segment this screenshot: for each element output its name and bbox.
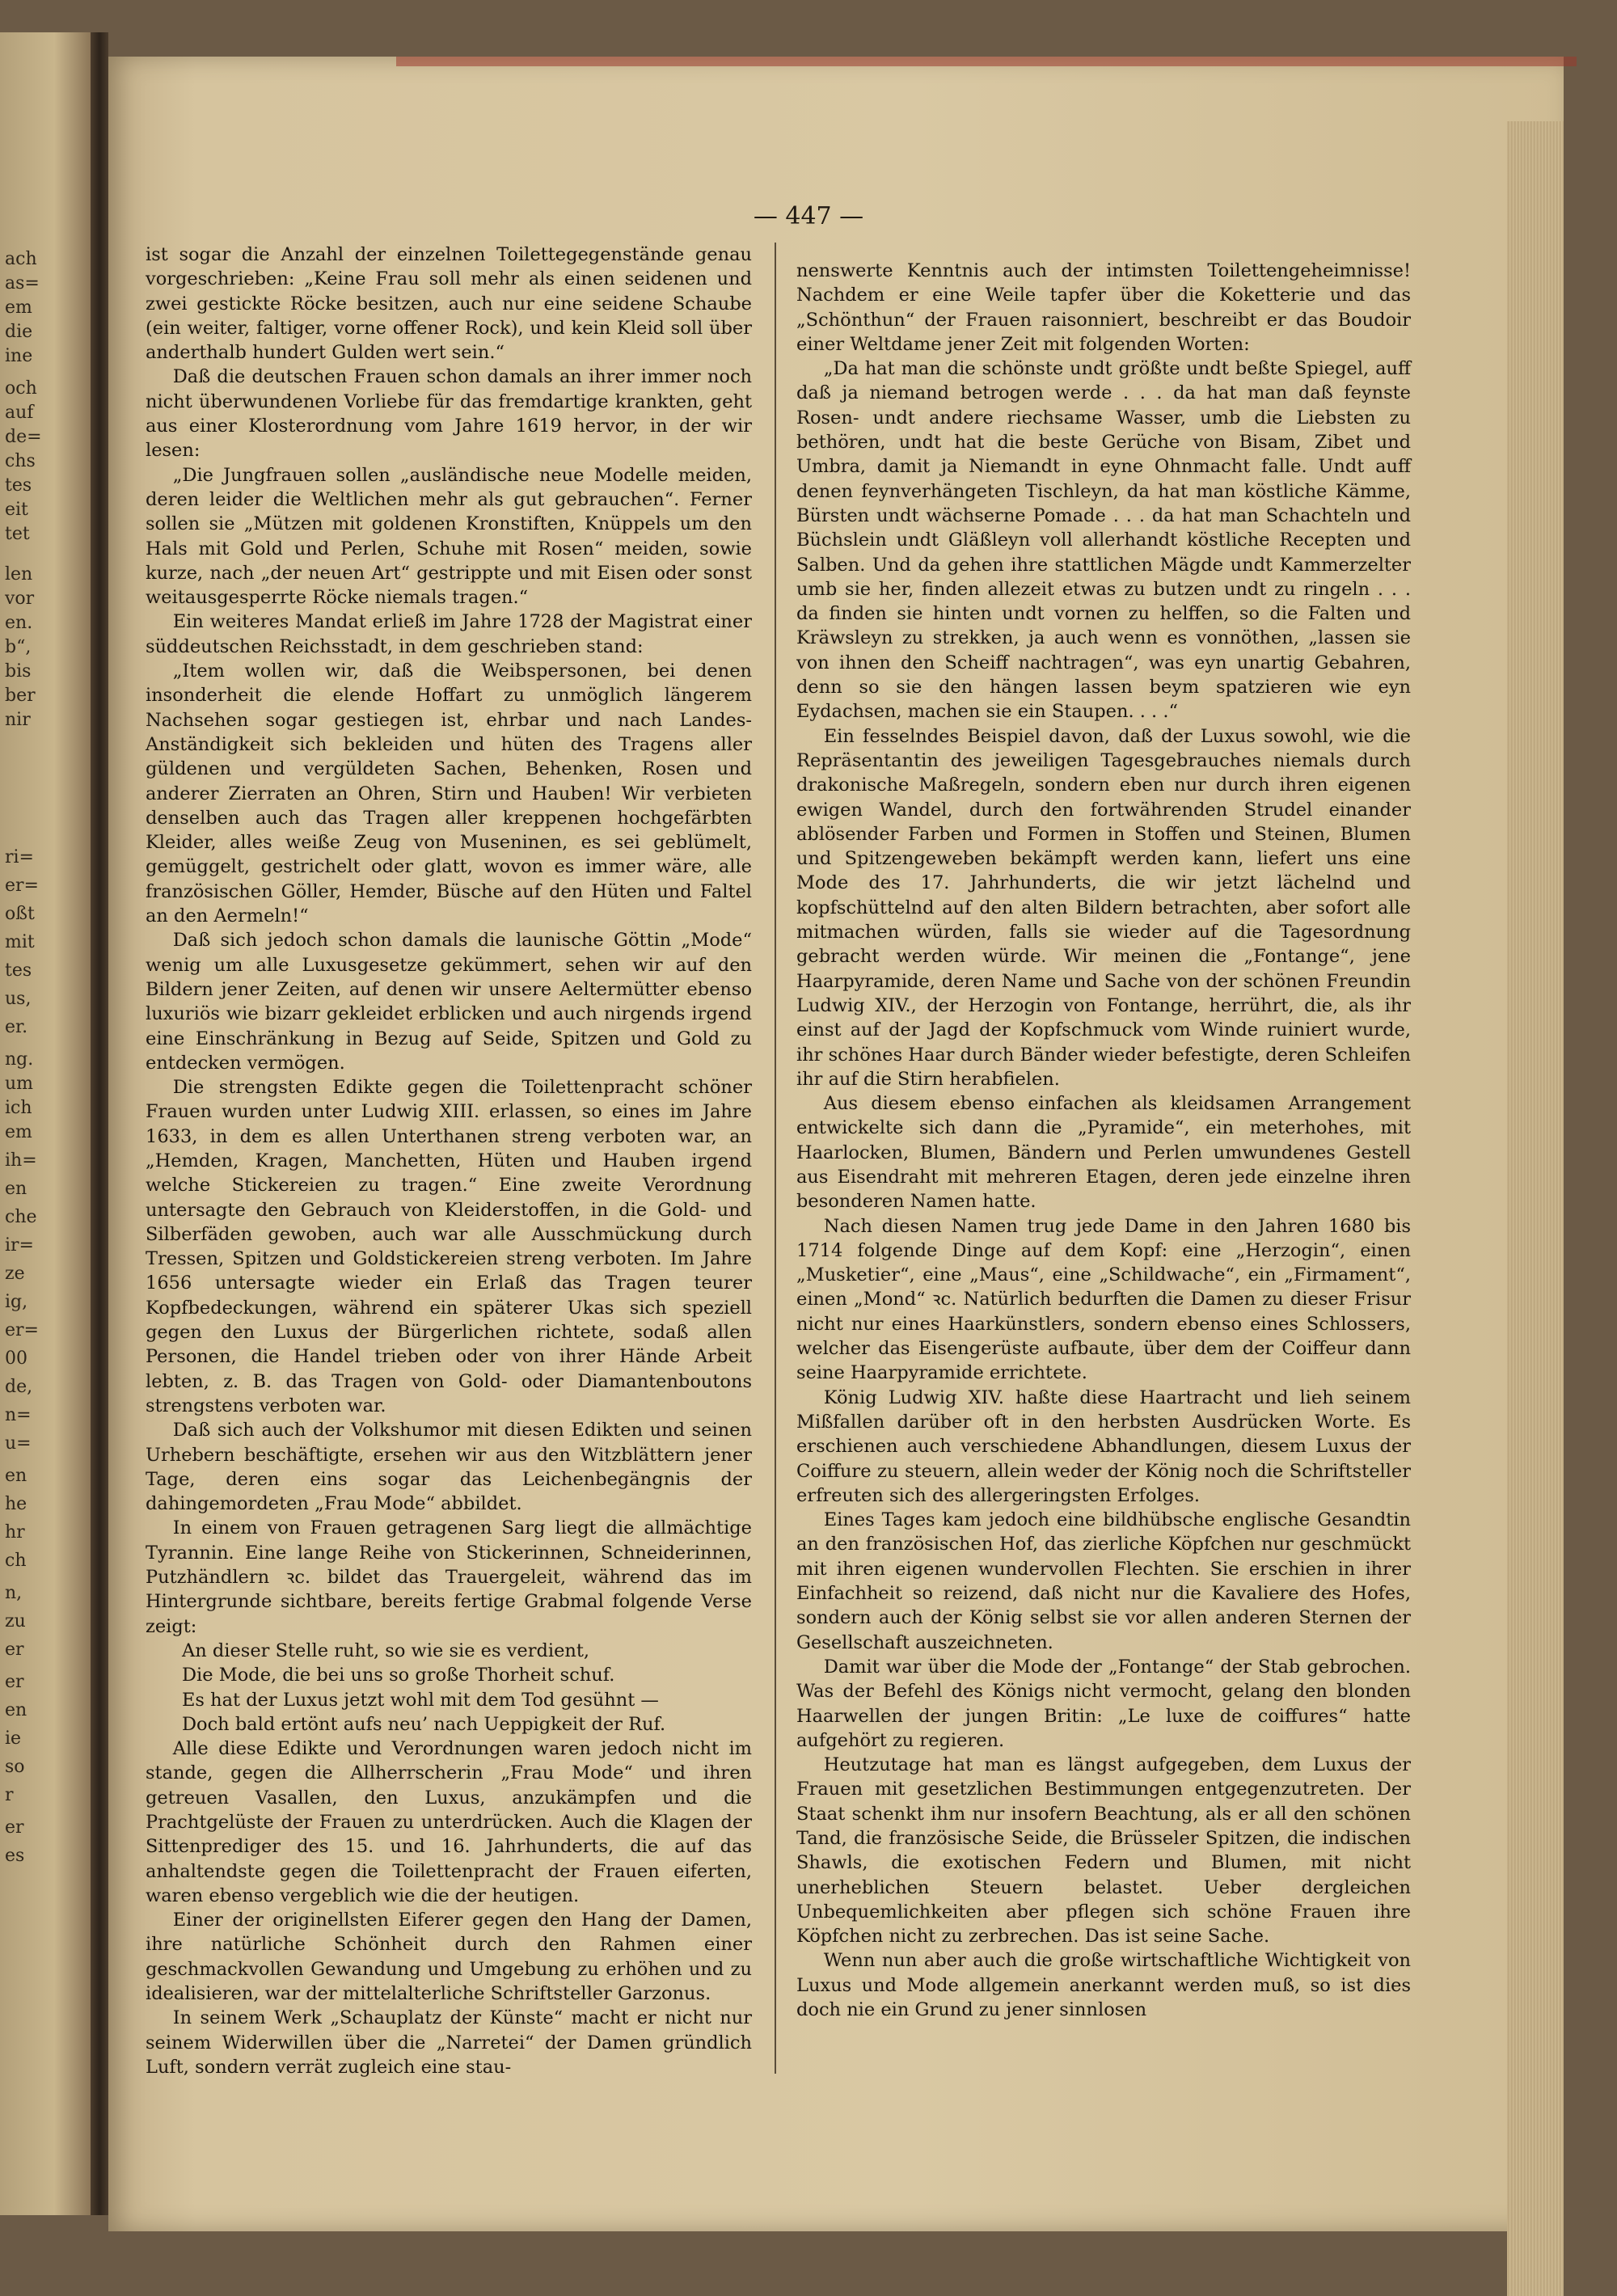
margin-fragment: ng. — [5, 1049, 34, 1070]
margin-fragment: um — [5, 1074, 34, 1094]
margin-fragment: auf — [5, 403, 34, 423]
margin-fragment: es — [5, 1846, 25, 1866]
right-text-column — [796, 259, 1411, 2022]
margin-fragment: 00 — [5, 1348, 27, 1369]
margin-fragment: em — [5, 1122, 32, 1142]
paragraph: In seinem Werk „Schauplatz der Künste“ macht er nicht nur seinem Widerwillen über die „Narretei“ der Damen gründlich Luft, sondern verrät zugleich eine stau- — [146, 2007, 752, 2078]
paragraph: Alle diese Edikte und Verordnungen waren jedoch nicht im stande, gegen die Allherrscherin „Frau Mode“ und ihren getreuen Vasallen, den Luxus, anzukämpfen und die Prachtgelüste der Frauen zu unterdrücken. Auch die Klagen der Sittenprediger des 15. und 16. Jahrhunderts, die auf das anhaltendste gegen die Toilettenpracht der Frauen eiferten, waren ebenso vergeblich wie die der heutigen. — [146, 1738, 752, 1906]
margin-fragment: tes — [5, 475, 32, 496]
margin-fragment: ir= — [5, 1235, 34, 1256]
paragraph: Aus diesem ebenso einfachen als kleidsamen Arrangement entwickelte sich dann die „Pyramide“, ein meterhohes, mit Haarlocken, Blumen, Bändern und Perlen umwundenes Gestell aus Eisendraht mit mehreren Etagen, deren jede einzelne ihren besonderen Namen hatte. — [796, 1093, 1411, 1213]
margin-fragment: u= — [5, 1433, 32, 1454]
paragraph: Damit war über die Mode der „Fontange“ der Stab gebrochen. Was der Befehl des Königs nicht vermocht, gelang den blonden Haarwellen der jungen Britin: „Le luxe de coiffures“ hatte aufgehört zu regieren. — [796, 1656, 1411, 1751]
margin-fragment: tet — [5, 524, 30, 544]
margin-fragment: vor — [5, 589, 35, 609]
paragraph: Ein fesselndes Beispiel davon, daß der Luxus sowohl, wie die Repräsentantin des jeweiligen Tagesgebrauches niemals durch drakonische Maßregeln, sondern eben nur durch ihren eigenen ewigen Wandel, durch den fortwährenden Strudel einander ablösender Farben und Formen in Stoffen und Steinen, Blumen und Spitzengeweben bekämpft werden kann, liefert uns eine Mode des 17. Jahrhunderts, die wir jetzt lächelnd und kopfschüttelnd auf den alten Bildern betrachten, aber sofort alle mitmachen würden, falls sie wieder auf die Tagesordnung gebracht werden würde. Wir meinen die „Fontange“, jene Haarpyramide, deren Name und Sache von der schönen Freundin Ludwig XIV., der Herzogin von Fontange, herrührt, die, als ihr einst auf der Jagd der Kopfschmuck vom Winde ruiniert wurde, ihr schönes Haar durch Bänder wieder befestigte, deren Schleifen ihr auf die Stirn herabfielen. — [796, 725, 1411, 1090]
margin-fragment: em — [5, 298, 32, 318]
margin-fragment: er — [5, 1817, 24, 1838]
margin-fragment: er — [5, 1672, 24, 1692]
verse-line: Doch bald ertönt aufs neu’ nach Ueppigkeit der Ruf. — [182, 1713, 666, 1735]
margin-fragment: len — [5, 564, 33, 585]
paragraph: König Ludwig XIV. haßte diese Haartracht und lieh seinem Mißfallen darüber oft in den herbsten Ausdrücken Worte. Es erschienen auch verschiedene Abhandlungen, diesem Luxus der Coiffure zu steuern, allein weder der König noch die Schriftsteller erfreuten sich des allergeringsten Erfolges. — [796, 1386, 1411, 1506]
margin-fragment: eit — [5, 500, 28, 520]
margin-fragment: er= — [5, 876, 39, 896]
margin-fragment: er= — [5, 1320, 39, 1340]
margin-fragment: och — [5, 378, 37, 399]
margin-fragment: er. — [5, 1017, 28, 1037]
margin-fragment: ih= — [5, 1150, 37, 1171]
margin-fragment: de= — [5, 427, 42, 447]
margin-fragment: ich — [5, 1098, 32, 1118]
verse-line: An dieser Stelle ruht, so wie sie es verdient, — [182, 1640, 590, 1661]
page-top-edge — [396, 57, 1577, 66]
margin-fragment: ig, — [5, 1292, 28, 1312]
margin-fragment: b“, — [5, 637, 32, 657]
paragraph: Daß sich auch der Volkshumor mit diesen Edikten und seinen Urhebern beschäftigte, ersehen wir aus den Witzblättern jener Tage, deren eins sogar das Leichenbegängnis der dahingemordeten „Frau Mode“ abbildet. — [146, 1420, 752, 1515]
margin-fragment: r — [5, 1785, 14, 1805]
paragraph: Die strengsten Edikte gegen die Toilettenpracht schöner Frauen wurden unter Ludwig XIII. erlassen, so eines im Jahre 1633, in dem es allen Unterthanen streng verboten war, an „Hemden, Kragen, Manchetten, Hüten und Hauben irgend welche Stickereien zu tragen.“ Eine zweite Verordnung untersagte den Gebrauch von Kleiderstoffen, in die Gold- und Silberfäden gewoben, auch war alle Ausschmückung durch Tressen, Spitzen und Goldstickereien streng verboten. Im Jahre 1656 untersagte wieder ein Erlaß das Tragen teurer Kopfbedeckungen, während ein späterer Ukas sich speziell gegen den Luxus der Bürgerlichen richtete, sodaß allen Personen, die Handel trieben oder von ihrer Hände Arbeit lebten, z. B. das Tragen von Gold- oder Diamantenboutons strengstens verboten war. — [146, 1077, 752, 1416]
margin-fragment: che — [5, 1207, 37, 1227]
margin-fragment: ie — [5, 1728, 22, 1749]
book-gutter — [91, 32, 108, 2215]
paragraph: Daß sich jedoch schon damals die launische Göttin „Mode“ wenig um alle Luxusgesetze gekümmert, sehen wir auf den Bildern jener Zeiten, auf denen wir unsere Aeltermütter ebenso luxuriös wie bizarr gekleidet erblicken und auch nirgends irgend eine Einschränkung in Bezug auf Seide, Spitzen und Gold zu entdecken vermögen. — [146, 930, 752, 1074]
margin-fragment: mit — [5, 932, 35, 952]
paragraph: nenswerte Kenntnis auch der intimsten Toilettengeheimnisse! Nachdem er eine Weile tapfer über die Koketterie und das „Schönthun“ der Frauen raisonniert, beschreibt er das Boudoir einer Weltdame jener Zeit mit folgenden Worten: — [796, 260, 1411, 355]
paragraph: „Die Jungfrauen sollen „ausländische neue Modelle meiden, deren leider die Weltlichen mehr als gut gebrauchen“. Ferner sollen sie „Mützen mit goldenen Kronstiften, Knüppels um den Hals mit Gold und Perlen, Schuhe mit Rosen“ meiden, sowie kurze, nach „der neuen Art“ gestrippte und mit Eisen oder sonst weitausgesperrte Röcke niemals tragen.“ — [146, 464, 752, 609]
margin-fragment: us, — [5, 989, 32, 1009]
margin-fragment: as= — [5, 273, 40, 293]
paragraph: Heutzutage hat man es längst aufgegeben, dem Luxus der Frauen mit gesetzlichen Bestimmungen entgegenzutreten. Der Staat schenkt ihm nur insofern Beachtung, als er all den schönen Tand, die französische Seide, die Brüsseler Spitzen, die indischen Shawls, die exotischen Federn und Blumen, mit nicht unerheblichen Steuern belastet. Ueber dergleichen Unbequemlichkeiten aber pflegen sich schöne Frauen ihre Köpfchen nicht zu zerbrechen. Das ist seine Sache. — [796, 1754, 1411, 1948]
margin-fragment: en — [5, 1179, 27, 1199]
verse-line: Es hat der Luxus jetzt wohl mit dem Tod gesühnt — — [182, 1689, 659, 1711]
left-text-column — [146, 243, 752, 2079]
margin-fragment: ch — [5, 1551, 27, 1571]
margin-fragment: ine — [5, 346, 33, 366]
margin-fragment: er — [5, 1640, 24, 1660]
margin-fragment: ze — [5, 1264, 25, 1284]
margin-fragment: die — [5, 322, 33, 342]
margin-fragment: tes — [5, 960, 32, 981]
margin-fragment: ri= — [5, 847, 34, 867]
page-edges — [1507, 121, 1564, 2296]
paragraph: Daß die deutschen Frauen schon damals an ihrer immer noch nicht überwundenen Vorliebe für das fremdartige krankten, geht aus einer Klosterordnung vom Jahre 1619 hervor, in der wir lesen: — [146, 366, 752, 462]
margin-fragment: he — [5, 1494, 27, 1514]
paragraph: ist sogar die Anzahl der einzelnen Toilettegegenstände genau vorgeschrieben: „Keine Frau soll mehr als einen seidenen und zwei gestickte Röcke besitzen, auch nur eine seidene Schaube (ein weiter, faltiger, vorne offener Rock), und kein Kleid soll über anderthalb hundert Gulden wert sein.“ — [146, 244, 752, 364]
paragraph: Einer der originellsten Eiferer gegen den Hang der Damen, ihre natürliche Schönheit durch den Rahmen einer geschmackvollen Gewandung und Umgebung zu erhöhen und zu idealisieren, war der mittelalterliche Schriftsteller Garzonus. — [146, 1910, 752, 2005]
margin-fragment: ach — [5, 249, 37, 269]
paragraph: In einem von Frauen getragenen Sarg liegt die allmächtige Tyrannin. Eine lange Reihe von Stickerinnen, Schneiderinnen, Putzhändlern ꝛc. bildet das Trauergeleit, während das im Hintergrunde sichtbare, bereits fertige Grabmal folgende Verse zeigt: — [146, 1517, 752, 1637]
epitaph-verse — [146, 1639, 752, 1737]
margin-fragment: en. — [5, 613, 33, 633]
adjacent-page-sliver — [0, 32, 91, 2215]
paragraph: Nach diesen Namen trug jede Dame in den Jahren 1680 bis 1714 folgende Dinge auf dem Kopf: eine „Herzogin“, einen „Musketier“, eine „Maus“, eine „Schildwache“, ein „Firmament“, einen „Mond“ ꝛc. Natürlich bedurften die Damen zu dieser Frisur nicht nur eines Haarkünstlers, sondern ebenso eines Schlossers, welcher das Eisengerüste aufbaute, über dem der Coiffeur dann seine Haarpyramide errichtete. — [796, 1215, 1411, 1384]
paragraph: Eines Tages kam jedoch eine bildhübsche englische Gesandtin an den französischen Hof, das zierliche Köpfchen nur geschmückt mit ihren eigenen wundervollen Flechten. Sie erschien in ihrer Einfachheit so reizend, daß nicht nur die Kavaliere des Hofes, sondern auch der König selbst sie vor allen anderen Sternen der Gesellschaft auszeichneten. — [796, 1509, 1411, 1653]
margin-fragment: bis — [5, 661, 32, 682]
margin-fragment: n, — [5, 1583, 23, 1603]
margin-fragment: chs — [5, 451, 36, 471]
margin-fragment: en — [5, 1700, 27, 1720]
paragraph: „Item wollen wir, daß die Weibspersonen, bei denen insonderheit die elende Hoffart zu unmöglich längerem Nachsehen sogar gestiegen ist, ehrbar und nach Landes-Anständigkeit sich bekleiden und hüten des Tragens aller güldenen und vergüldeten Sachen, Behenken, Rosen und anderer Zierraten an Ohren, Stirn und Hauben! Wir verbieten denselben auch das Tragen aller kreppenen hochgefärbten Kleider, alles weiße Zeug von Museninen, es sei geblümelt, gemüggelt, gestrichelt oder glatt, wovon es immer wäre, alle französischen Göller, Hemder, Büsche auf den Hüten und Faltel an den Aermeln!“ — [146, 661, 752, 927]
page-number: — 447 — — [753, 202, 864, 230]
margin-fragment: zu — [5, 1611, 26, 1631]
margin-fragment: oßt — [5, 904, 35, 924]
margin-fragment: de, — [5, 1377, 33, 1397]
margin-fragment: hr — [5, 1522, 25, 1543]
paragraph: Ein weiteres Mandat erließ im Jahre 1728 der Magistrat einer süddeutschen Reichsstadt, in dem geschrieben stand: — [146, 611, 752, 657]
margin-fragment: ber — [5, 686, 36, 706]
paragraph: „Da hat man die schönste undt größte undt beßte Spiegel, auff daß ja niemand betrogen werde . . . da hat man daß feynste Rosen- undt andere riechsame Wasser, umb die Liebsten zu bethören, undt hat die beste Gerüche von Bisam, Zibet und Umbra, damit ja Niemandt in eyne Ohnmacht falle. Undt auff denen feynverhängeten Tischleyn, da hat man köstliche Kämme, Bürsten undt wächserne Pomade . . . da hat man Schachteln und Büchslein undt Gläßleyn voll allerhandt köstliche Recepten und Salben. Und da gehen ihre stattlichen Mägde undt Kammerzelter umb sie her, finden allezeit etwas zu butzen undt zu ringeln . . . da finden sie hinten undt vornen zu helffen, so die Falten und Kräwsleyn zu strekken, ja auch wenn es vonnöthen, „lassen sie von ihnen den Scheiff nachtragen“, was eyn unartig Gebahren, denn so sie den hängen lassen beym spatzieren wie eyn Eydachsen, machen sie ein Staupen. . . .“ — [796, 358, 1411, 723]
margin-fragment: so — [5, 1757, 25, 1777]
margin-fragment: n= — [5, 1405, 32, 1425]
verse-line: Die Mode, die bei uns so große Thorheit schuf. — [182, 1665, 615, 1686]
margin-fragment: nir — [5, 710, 31, 730]
margin-fragment: en — [5, 1466, 27, 1486]
paragraph: Wenn nun aber auch die große wirtschaftliche Wichtigkeit von Luxus und Mode allgemein anerkannt werden muß, so ist dies doch nie ein Grund zu jener sinnlosen — [796, 1950, 1411, 2021]
column-divider — [775, 243, 776, 2074]
